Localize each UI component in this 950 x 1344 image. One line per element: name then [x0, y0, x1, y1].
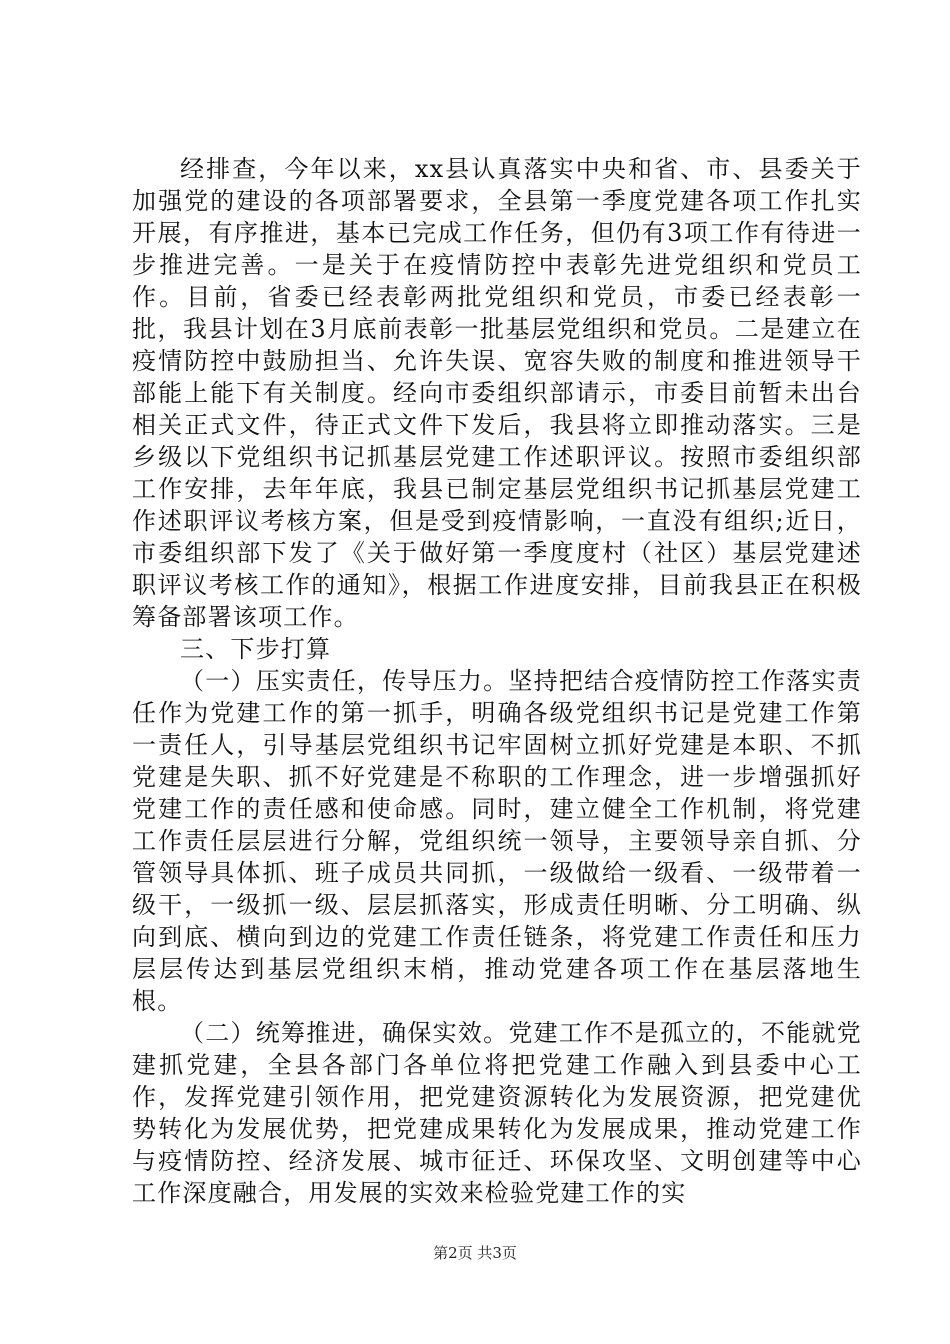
paragraph-inspection-results: 经排查，今年以来，xx县认真落实中央和省、市、县委关于加强党的建设的各项部署要求，全县第一季度党建各项工作扎实开展，有序推进，基本已完成工作任务，但仍有3项工作有待进一步推进完善。一是关于在疫情防控中表彰先进党组织和党员工作。目前，省委已经表彰两批党组织和党员，市委已经表彰一批，我县计划在3月底前表彰一批基层党组织和党员。二是建立在疫情防控中鼓励担当、允许失误、宽容失败的制度和推进领导干部能上能下有关制度。经向市委组织部请示，市委目前暂未出台相关正式文件，待正式文件下发后，我县将立即推动落实。三是乡级以下党组织书记抓基层党建工作述职评议。按照市委组织部工作安排，去年年底，我县已制定基层党组织书记抓基层党建工作述职评议考核方案，但是受到疫情影响，一直没有组织;近日，市委组织部下发了《关于做好第一季度度村（社区）基层党建述职评议考核工作的通知》，根据工作进度安排，目前我县正在积极筹备部署该项工作。 — [132, 155, 862, 631]
page-number-footer: 第2页 共3页 — [433, 1244, 517, 1262]
document-body — [132, 153, 862, 1209]
section-heading-next-steps: 三、下步打算 — [180, 635, 332, 663]
paragraph-responsibility: （一）压实责任，传导压力。坚持把结合疫情防控工作落实责任作为党建工作的第一抓手，明确各级党组织书记是党建工作第一责任人，引导基层党组织书记牢固树立抓好党建是本职、不抓党建是失职、抓不好党建是不称职的工作理念，进一步增强抓好党建工作的责任感和使命感。同时，建立健全工作机制，将党建工作责任层层进行分解，党组织统一领导，主要领导亲自抓、分管领导具体抓、班子成员共同抓，一级做给一级看、一级带着一级干，一级抓一级、层层抓落实，形成责任明晰、分工明确、纵向到底、横向到边的党建工作责任链条，将党建工作责任和压力层层传达到基层党组织末梢，推动党建各项工作在基层落地生根。 — [132, 667, 862, 1015]
paragraph-coordination: （二）统筹推进，确保实效。党建工作不是孤立的，不能就党建抓党建，全县各部门各单位将把党建工作融入到县委中心工作，发挥党建引领作用，把党建资源转化为发展资源，把党建优势转化为发展优势，把党建成果转化为发展成果，推动党建工作与疫情防控、经济发展、城市征迁、环保攻坚、文明创建等中心工作深度融合，用发展的实效来检验党建工作的实 — [132, 1019, 862, 1207]
